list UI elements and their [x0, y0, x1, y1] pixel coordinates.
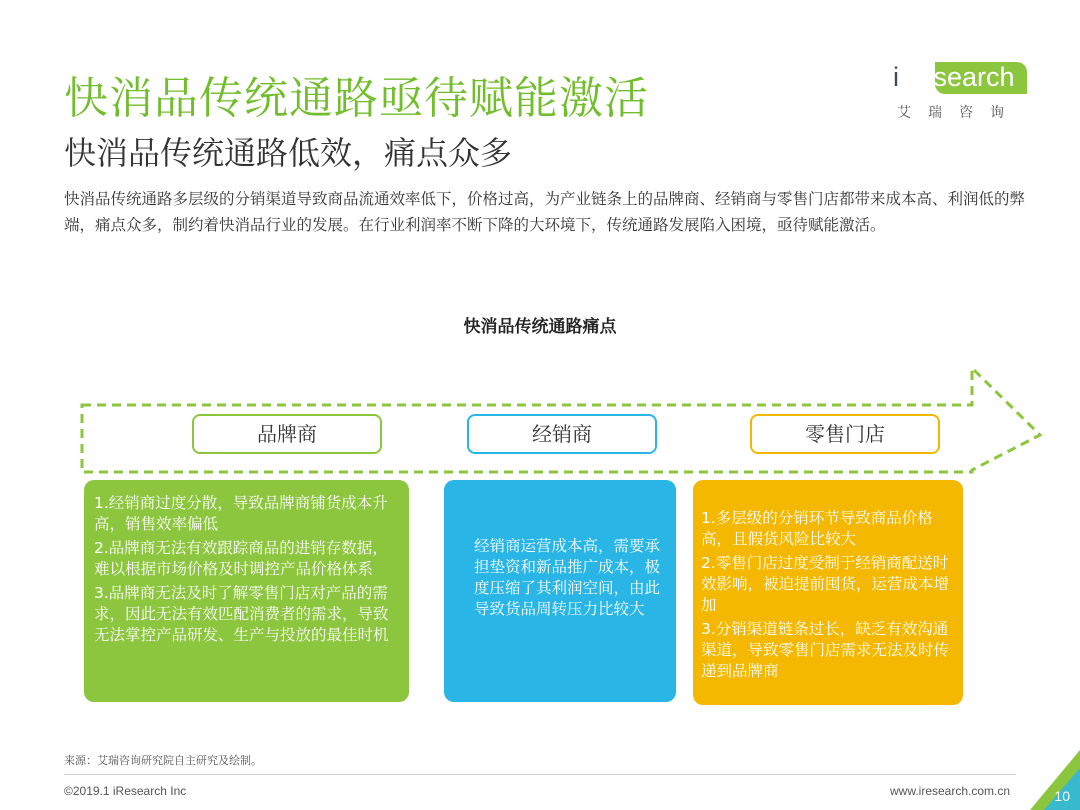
brand-point-2: 2.品牌商无法有效跟踪商品的进销存数据，难以根据市场价格及时调控产品价格体系 — [94, 539, 388, 578]
stage-retail: 零售门店 — [750, 414, 940, 454]
brand-point-3: 3.品牌商无法及时了解零售门店对产品的需求，因此无法有效匹配消费者的需求，导致无法掌控产品研发、生产与投放的最佳时机 — [94, 584, 389, 644]
brand-pain-points-card — [84, 480, 409, 702]
stage-distributor: 经销商 — [467, 414, 657, 454]
iresearch-logo — [893, 60, 1028, 125]
intro-paragraph: 快消品传统通路多层级的分销渠道导致商品流通效率低下，价格过高，为产业链条上的品牌商、经销商与零售门店都带来成本高、利润低的弊端，痛点众多，制约着快消品行业的发展。在行业利润率不断下降的大环境下，传统通路发展陷入困境，亟待赋能激活。 — [64, 190, 1026, 234]
logo-wordmark — [893, 60, 1015, 94]
retail-pain-points-card — [693, 480, 963, 705]
retail-point-2: 2.零售门店过度受制于经销商配送时效影响，被迫提前囤货，运营成本增加 — [701, 554, 950, 614]
brand-point-1: 1.经销商过度分散，导致品牌商铺货成本升高，销售效率偏低 — [94, 494, 388, 533]
logo-prefix: i — [893, 62, 899, 92]
copyright: ©2019.1 iResearch Inc — [64, 784, 187, 798]
page-number: 10 — [1054, 788, 1070, 804]
retail-point-3: 3.分销渠道链条过长，缺乏有效沟通渠道，导致零售门店需求无法及时传递到品牌商 — [701, 620, 950, 680]
distributor-pain-points-card — [444, 480, 676, 702]
website-link[interactable]: www.iresearch.com.cn — [890, 784, 1011, 798]
logo-rest: Research — [899, 62, 1015, 92]
logo-chinese: 艾瑞咨询 — [897, 105, 1021, 121]
page-title: 快消品传统通路亟待赋能激活 — [64, 73, 649, 124]
page-subtitle: 快消品传统通路低效，痛点众多 — [64, 134, 513, 172]
footer-divider — [64, 774, 1016, 775]
diagram-title: 快消品传统通路痛点 — [463, 317, 617, 337]
retail-point-1: 1.多层级的分销环节导致商品价格高，且假货风险比较大 — [701, 509, 933, 548]
distributor-point-1: 经销商运营成本高，需要承担垫资和新品推广成本，极度压缩了其利润空间，由此导致货品周转压力比较大 — [474, 537, 661, 618]
source-note: 来源：艾瑞咨询研究院自主研究及绘制。 — [64, 754, 262, 767]
stage-brand: 品牌商 — [192, 414, 382, 454]
